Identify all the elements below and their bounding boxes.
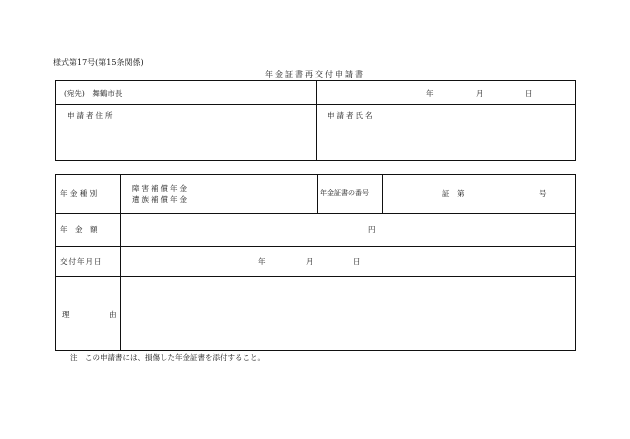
- issue-day[interactable]: 日: [353, 257, 361, 266]
- cert-number-prefix: 証 第: [442, 189, 465, 198]
- cert-label-left-divider: [317, 175, 318, 213]
- pension-type-option-disability[interactable]: 障害補償年金: [132, 184, 189, 193]
- pension-type-option-survivor[interactable]: 遺族補償年金: [132, 195, 189, 204]
- applicant-table: [55, 80, 576, 161]
- reason-label-char-1: 理: [62, 310, 70, 319]
- issue-month[interactable]: 月: [306, 257, 314, 266]
- detail-row-divider-3: [56, 276, 575, 277]
- date-year[interactable]: 年: [426, 89, 434, 98]
- cert-label-right-divider: [382, 175, 383, 213]
- applicant-name-label: 申請者氏名: [327, 111, 375, 120]
- applicant-address-label: 申請者住所: [67, 111, 115, 120]
- amount-label: 年 金 額: [60, 225, 98, 234]
- cert-number-suffix: 号: [539, 189, 547, 198]
- cert-number-label: 年金証書の番号: [320, 189, 369, 197]
- date-day[interactable]: 日: [525, 89, 533, 98]
- date-month[interactable]: 月: [476, 89, 484, 98]
- reason-label-char-2: 由: [109, 310, 117, 319]
- issue-date-label: 交付年月日: [60, 257, 103, 266]
- addressee-text: (宛先) 舞鶴市長: [64, 89, 123, 98]
- detail-row-divider-2: [56, 246, 575, 247]
- applicant-col-divider: [316, 81, 317, 160]
- pension-type-label: 年 金 種 別: [60, 189, 98, 198]
- footer-note: 注 この申請書には、損傷した年金証書を添付すること。: [70, 353, 265, 362]
- amount-unit: 円: [368, 225, 376, 234]
- issue-year[interactable]: 年: [258, 257, 266, 266]
- form-number: 様式第17号(第15条関係): [53, 58, 144, 67]
- detail-row-divider-1: [56, 213, 575, 214]
- detail-table: [55, 174, 576, 351]
- label-col-divider: [120, 175, 121, 350]
- form-title: 年金証書再交付申請書: [265, 70, 365, 79]
